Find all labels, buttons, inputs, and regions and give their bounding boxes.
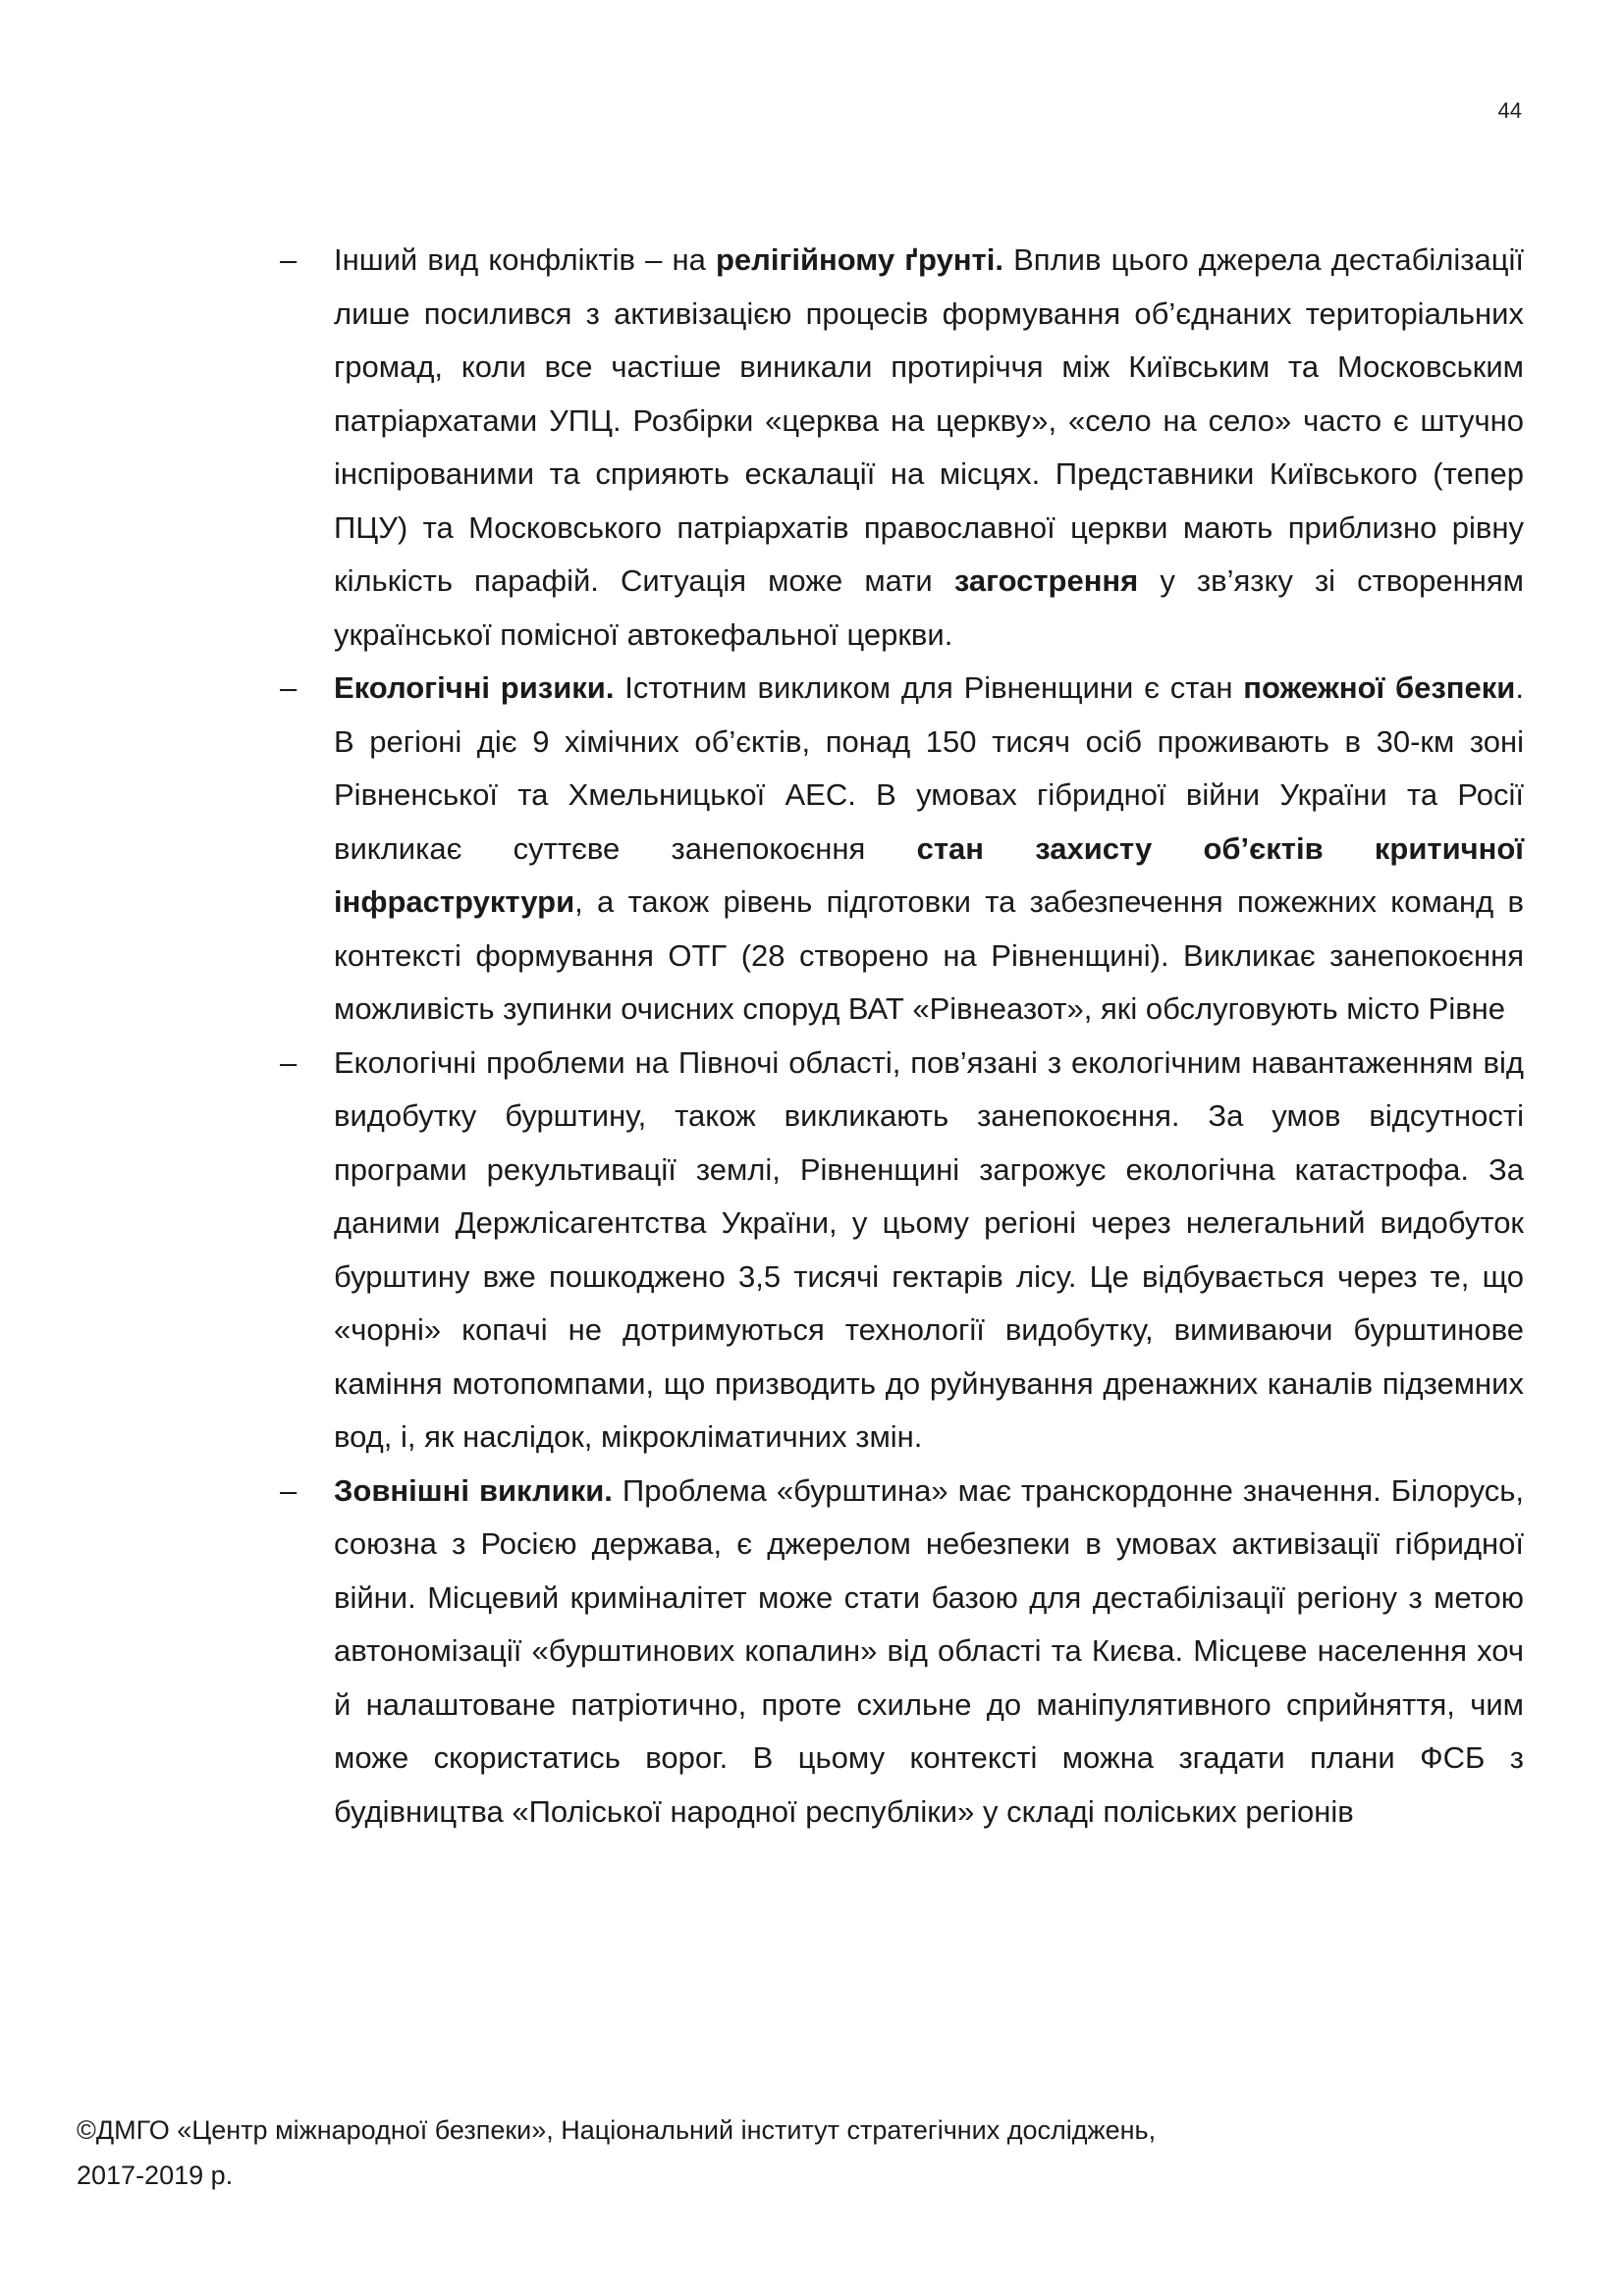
text-segment: Вплив цього джерела дестабілізації лише посилився з активізацією процесів формування об’єднаних територіальних громад, коли все частіше виникали протиріччя між Київським та Московським патріархатами УПЦ. Розбірки «церква на церкву», «село на село» часто є штучно інспірованими та сприяють ескалації на місцях. Представники Київського (тепер ПЦУ) та Московського патріархатів православної церкви мають приблизно рівну кількість парафій. Ситуація може мати [334, 242, 1524, 598]
text-segment: Проблема «бурштина» має транскордонне значення. Білорусь, союзна з Росією держава, є джерелом небезпеки в умовах активізації гібридної війни. Місцевий криміналітет може стати базою для дестабілізації регіону з метою автономізації «бурштинових копалин» від області та Києва. Місцеве населення хоч й налаштоване патріотично, проте схильне до маніпулятивного сприйняття, чим може скористатись ворог. В цьому контексті можна згадати плани ФСБ з будівництва «Поліської народної республіки» у складі поліських регіонів [334, 1472, 1524, 1829]
list-item [280, 234, 1524, 662]
bold-text-segment: Екологічні ризики. [334, 670, 615, 705]
footer-copyright: ©ДМГО «Центр міжнародної безпеки», Національний інститут стратегічних досліджень, [77, 2115, 1157, 2145]
dash-bullet-icon: – [280, 670, 298, 705]
footer [77, 2108, 1451, 2198]
document-body [280, 234, 1524, 1839]
text-segment: Екологічні проблеми на Півночі області, пов’язані з екологічним навантаженням від видобутку бурштину, також викликають занепокоєння. За умов відсутності програми рекультивації землі, Рівненщині загрожує екологічна катастрофа. За даними Держлісагентства України, у цьому регіоні через нелегальний видобуток бурштину вже пошкоджено 3,5 тисячі гектарів лісу. Це відбувається через те, що «чорні» копачі не дотримуються технології видобутку, вимиваючи бурштинове каміння мотопомпами, що призводить до руйнування дренажних каналів підземних вод, і, як наслідок, мікрокліматичних змін. [334, 1044, 1524, 1454]
page-number: 44 [1497, 98, 1522, 123]
text-segment: Істотним викликом для Рівненщини є стан [614, 670, 1244, 705]
list-item [280, 1465, 1524, 1840]
bold-text-segment: стан захисту об’єктів критичної інфраструктури [334, 830, 1525, 919]
bold-text-segment: Зовнішні виклики. [334, 1472, 613, 1508]
dash-bullet-icon: – [280, 1044, 298, 1080]
list-item [280, 1037, 1524, 1465]
list-item-text [334, 1045, 1524, 1455]
bullet-list [280, 234, 1524, 1839]
text-segment: Інший вид конфліктів – на [334, 242, 716, 277]
bold-text-segment: релігійному ґрунті. [715, 242, 1003, 277]
list-item-text [334, 242, 1524, 652]
dash-bullet-icon: – [280, 1472, 298, 1508]
text-segment: , а також рівень підготовки та забезпечення пожежних команд в контексті формування ОТГ (28 створено на Рівненщині). Викликає занепокоєння можливість зупинки очисних споруд ВАТ «Рівнеазот», які обслуговують місто Рівне [334, 884, 1524, 1026]
list-item [280, 662, 1524, 1037]
text-segment: у зв’язку зі створенням української помісної автокефальної церкви. [334, 563, 1524, 652]
list-item-text [334, 1473, 1524, 1829]
dash-bullet-icon: – [280, 242, 298, 277]
list-item-text [334, 670, 1524, 1026]
bold-text-segment: загострення [953, 563, 1139, 598]
text-segment: . В регіоні діє 9 хімічних об’єктів, понад 150 тисяч осіб проживають в 30-км зоні Рівненської та Хмельницької АЕС. В умовах гібридної війни України та Росії викликає суттєве занепокоєння [334, 670, 1524, 866]
bold-text-segment: пожежної безпеки [1243, 670, 1516, 705]
footer-years: 2017-2019 р. [77, 2161, 234, 2190]
